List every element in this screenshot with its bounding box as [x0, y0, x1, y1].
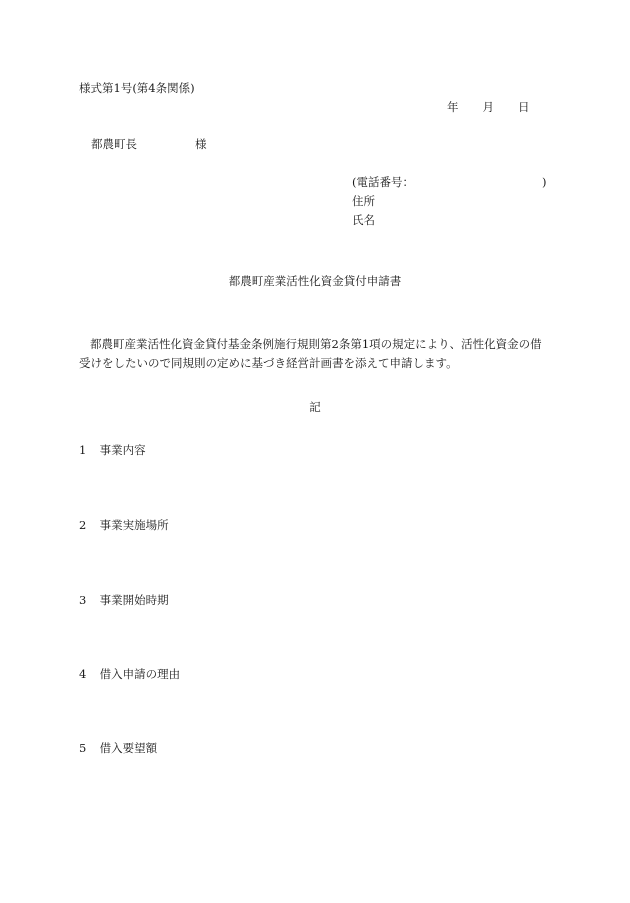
name-label: 氏名	[352, 213, 375, 227]
list-item-loan-reason	[79, 668, 180, 682]
list-item-business-content	[79, 444, 146, 458]
item-label: 借入要望額	[99, 741, 158, 755]
recipient-title: 都農町長	[91, 137, 137, 151]
form-number: 様式第1号(第4条関係)	[79, 81, 195, 95]
list-item-business-location	[79, 519, 169, 533]
address-label: 住所	[352, 194, 375, 208]
item-number: 2	[79, 518, 87, 532]
item-label: 事業実施場所	[99, 518, 169, 532]
list-item-loan-amount	[79, 742, 157, 756]
date-year-label: 年	[447, 100, 459, 114]
date-month-label: 月	[482, 100, 494, 114]
item-number: 4	[79, 667, 87, 681]
body-paragraph: 都農町産業活性化資金貸付基金条例施行規則第2条第1項の規定により、活性化資金の借受けをしたいので同規則の定めに基づき経営計画書を添えて申請します。	[79, 337, 542, 370]
recipient-honorific: 様	[195, 137, 207, 151]
ki-heading: 記	[309, 400, 321, 414]
phone-label: (電話番号：	[352, 175, 414, 189]
item-label: 借入申請の理由	[99, 667, 181, 681]
phone-line	[352, 176, 547, 190]
list-item-start-date	[79, 594, 169, 608]
item-label: 事業開始時期	[99, 593, 169, 607]
date-day-label: 日	[518, 100, 530, 114]
phone-close-paren: )	[542, 175, 547, 189]
document-title: 都農町産業活性化資金貸付申請書	[228, 274, 402, 288]
item-number: 5	[79, 741, 87, 755]
item-number: 3	[79, 593, 87, 607]
date-line	[447, 101, 530, 115]
item-number: 1	[79, 443, 87, 457]
item-label: 事業内容	[99, 443, 146, 457]
recipient-line	[91, 138, 207, 152]
